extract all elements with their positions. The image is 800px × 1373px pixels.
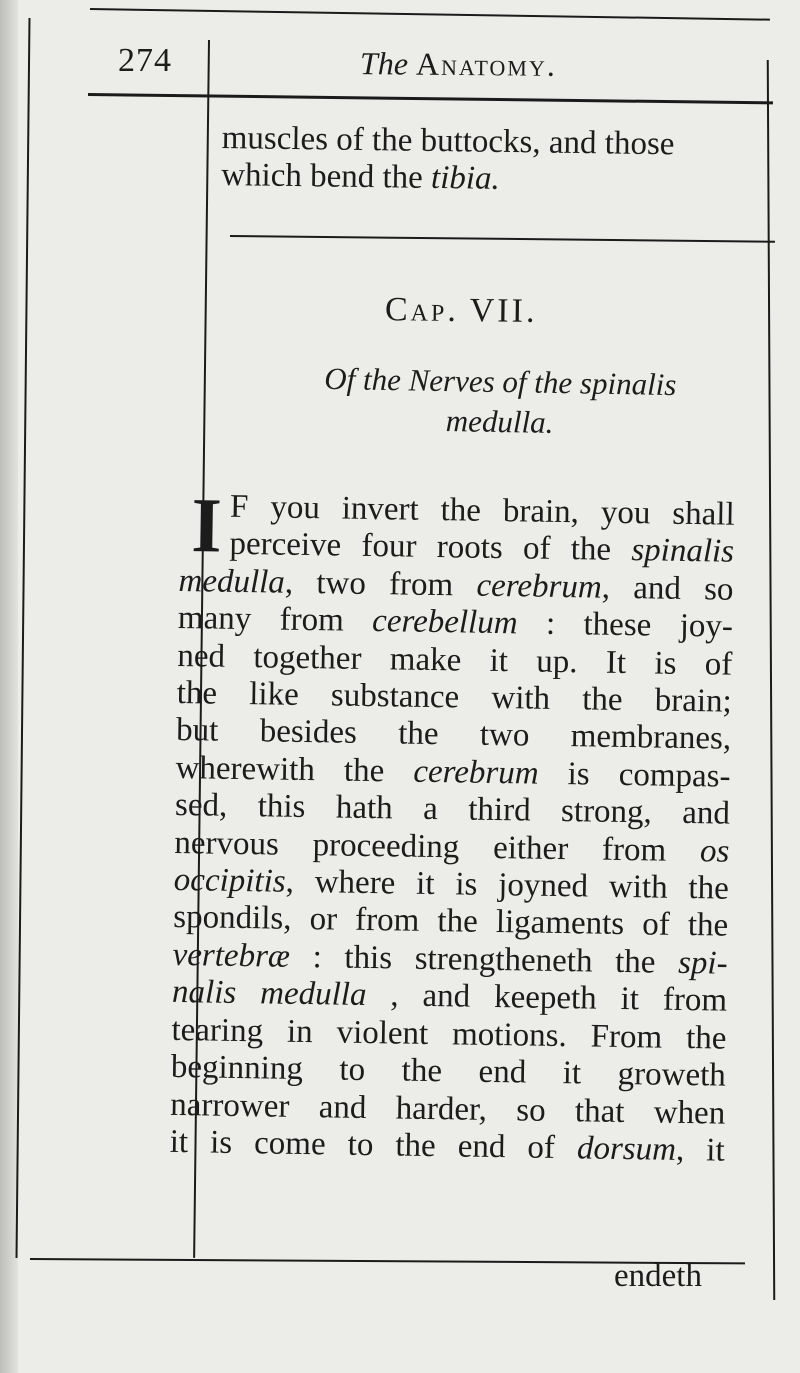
- text-line: spondils, or from the ligaments of the: [172, 899, 729, 945]
- chapter-subtitle: Of the Nerves of the spinalis medulla.: [324, 360, 677, 440]
- text-line: but besides the two membranes,: [175, 712, 732, 758]
- text-line: tearing in violent motions. From the: [171, 1011, 727, 1057]
- section-separator-rule: [230, 235, 775, 243]
- running-head: [360, 45, 557, 84]
- text-line: beginning to the end it groweth: [170, 1049, 727, 1094]
- page-number: 274: [118, 42, 172, 79]
- text-line: many from cerebellum : these joy-: [177, 600, 734, 645]
- right-border-rule: [767, 60, 775, 1300]
- text-line: occipitis, where it is joyned with the: [173, 862, 730, 907]
- running-head-prefix: The: [359, 45, 409, 82]
- continued-text: [221, 120, 772, 202]
- text-line: muscles of the buttocks, and those: [221, 120, 675, 163]
- text-line: nalis medulla , and keepeth it from: [171, 974, 728, 1019]
- chapter-body: [169, 481, 735, 1170]
- text-line: narrower and harder, so that when: [170, 1086, 726, 1132]
- text-line: sed, this hath a third strong, and: [174, 787, 731, 832]
- header-rule: [88, 93, 773, 104]
- text-line: it is come to the end of dorsum, it: [169, 1123, 725, 1169]
- binding-gutter: [0, 0, 18, 1373]
- text-line: ned together make it up. It is of: [177, 637, 733, 683]
- text-line: medulla, two from cerebrum, and so: [178, 562, 734, 608]
- text-line: perceive four roots of the spinalis: [229, 526, 735, 571]
- catchword: endeth: [614, 1258, 702, 1294]
- drop-cap: I: [190, 481, 223, 569]
- text-line: which bend the tibia.: [220, 156, 501, 197]
- text-line: nervous proceeding either from os: [174, 824, 730, 870]
- text-line: wherewith the cerebrum is compas-: [175, 749, 731, 795]
- text-line: F you invert the brain, you shall: [229, 488, 735, 533]
- top-border-rule: [90, 8, 770, 21]
- running-head-title: Anatomy.: [415, 45, 557, 83]
- text-line: the like substance with the brain;: [176, 675, 732, 720]
- text-line: vertebræ : this strengtheneth the spi-: [172, 936, 728, 982]
- chapter-title: Cap. VII.: [384, 291, 538, 330]
